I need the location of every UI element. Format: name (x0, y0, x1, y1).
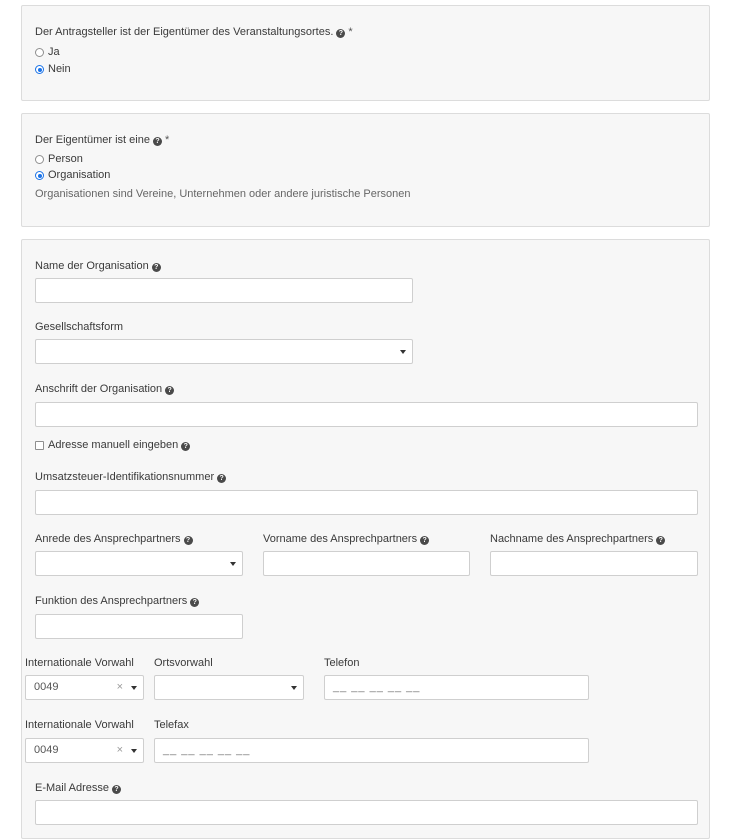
chevron-down-icon (291, 686, 297, 690)
question-circle-icon[interactable]: ? (112, 785, 121, 794)
question-circle-icon[interactable]: ? (152, 263, 161, 272)
phone-intl-select[interactable] (25, 675, 144, 700)
radio-person-label[interactable]: Person (48, 153, 83, 165)
fax-placeholder: __ __ __ __ __ (163, 744, 251, 756)
phone-input[interactable] (324, 675, 589, 700)
radio-organisation-label[interactable]: Organisation (48, 169, 111, 181)
org-name-input[interactable] (35, 278, 413, 303)
question-circle-icon[interactable]: ? (420, 536, 429, 545)
radio-organisation[interactable] (35, 171, 44, 180)
address-label: Anschrift der Organisation ? (35, 383, 174, 395)
phone-intl-value: 0049 (34, 681, 59, 693)
owner-type-label: Der Eigentümer ist eine ? * (35, 134, 170, 146)
firstname-label: Vorname des Ansprechpartners ? (263, 533, 429, 545)
owner-question-label: Der Antragsteller ist der Eigentümer des Veranstaltungsortes. ? * (35, 26, 353, 38)
manual-address-checkbox[interactable] (35, 441, 44, 450)
vat-input[interactable] (35, 490, 698, 515)
radio-nein-label[interactable]: Nein (48, 63, 71, 75)
fax-label: Telefax (154, 719, 189, 731)
radio-nein[interactable] (35, 65, 44, 74)
question-circle-icon[interactable]: ? (656, 536, 665, 545)
question-circle-icon[interactable]: ? (165, 386, 174, 395)
chevron-down-icon (400, 350, 406, 354)
org-name-label: Name der Organisation ? (35, 260, 161, 272)
salutation-label: Anrede des Ansprechpartners ? (35, 533, 193, 545)
phone-label: Telefon (324, 657, 360, 669)
clear-icon[interactable]: × (116, 744, 123, 756)
question-circle-icon[interactable]: ? (336, 29, 345, 38)
email-input[interactable] (35, 800, 698, 825)
required-mark: * (164, 134, 170, 146)
legal-form-label: Gesellschaftsform (35, 321, 124, 333)
owner-type-hint: Organisationen sind Vereine, Unternehmen oder andere juristische Personen (35, 188, 411, 200)
owner-type-panel (21, 113, 710, 227)
vat-label: Umsatzsteuer-Identifikationsnummer ? (35, 471, 226, 483)
phone-intl-label: Internationale Vorwahl (25, 657, 134, 669)
question-circle-icon[interactable]: ? (181, 442, 190, 451)
question-circle-icon[interactable]: ? (153, 137, 162, 146)
lastname-input[interactable] (490, 551, 698, 576)
function-input[interactable] (35, 614, 243, 639)
radio-person[interactable] (35, 155, 44, 164)
required-mark: * (348, 26, 353, 38)
email-label: E-Mail Adresse ? (35, 782, 121, 794)
manual-address-label[interactable]: Adresse manuell eingeben ? (48, 439, 190, 451)
fax-input[interactable] (154, 738, 589, 763)
lastname-label: Nachname des Ansprechpartners ? (490, 533, 665, 545)
chevron-down-icon (131, 749, 137, 753)
radio-ja[interactable] (35, 48, 44, 57)
question-circle-icon[interactable]: ? (190, 598, 199, 607)
question-circle-icon[interactable]: ? (217, 474, 226, 483)
salutation-select[interactable] (35, 551, 243, 576)
function-label: Funktion des Ansprechpartners ? (35, 595, 199, 607)
phone-area-select[interactable] (154, 675, 304, 700)
phone-placeholder: __ __ __ __ __ (333, 681, 421, 693)
address-input[interactable] (35, 402, 698, 427)
radio-ja-label[interactable]: Ja (48, 46, 60, 58)
chevron-down-icon (230, 562, 236, 566)
firstname-input[interactable] (263, 551, 470, 576)
question-circle-icon[interactable]: ? (184, 536, 193, 545)
phone-area-label: Ortsvorwahl (154, 657, 213, 669)
fax-intl-select[interactable] (25, 738, 144, 763)
fax-intl-value: 0049 (34, 744, 59, 756)
fax-intl-label: Internationale Vorwahl (25, 719, 134, 731)
clear-icon[interactable]: × (116, 681, 123, 693)
owner-question-panel (21, 5, 710, 101)
legal-form-select[interactable] (35, 339, 413, 364)
organisation-panel (21, 239, 710, 839)
chevron-down-icon (131, 686, 137, 690)
